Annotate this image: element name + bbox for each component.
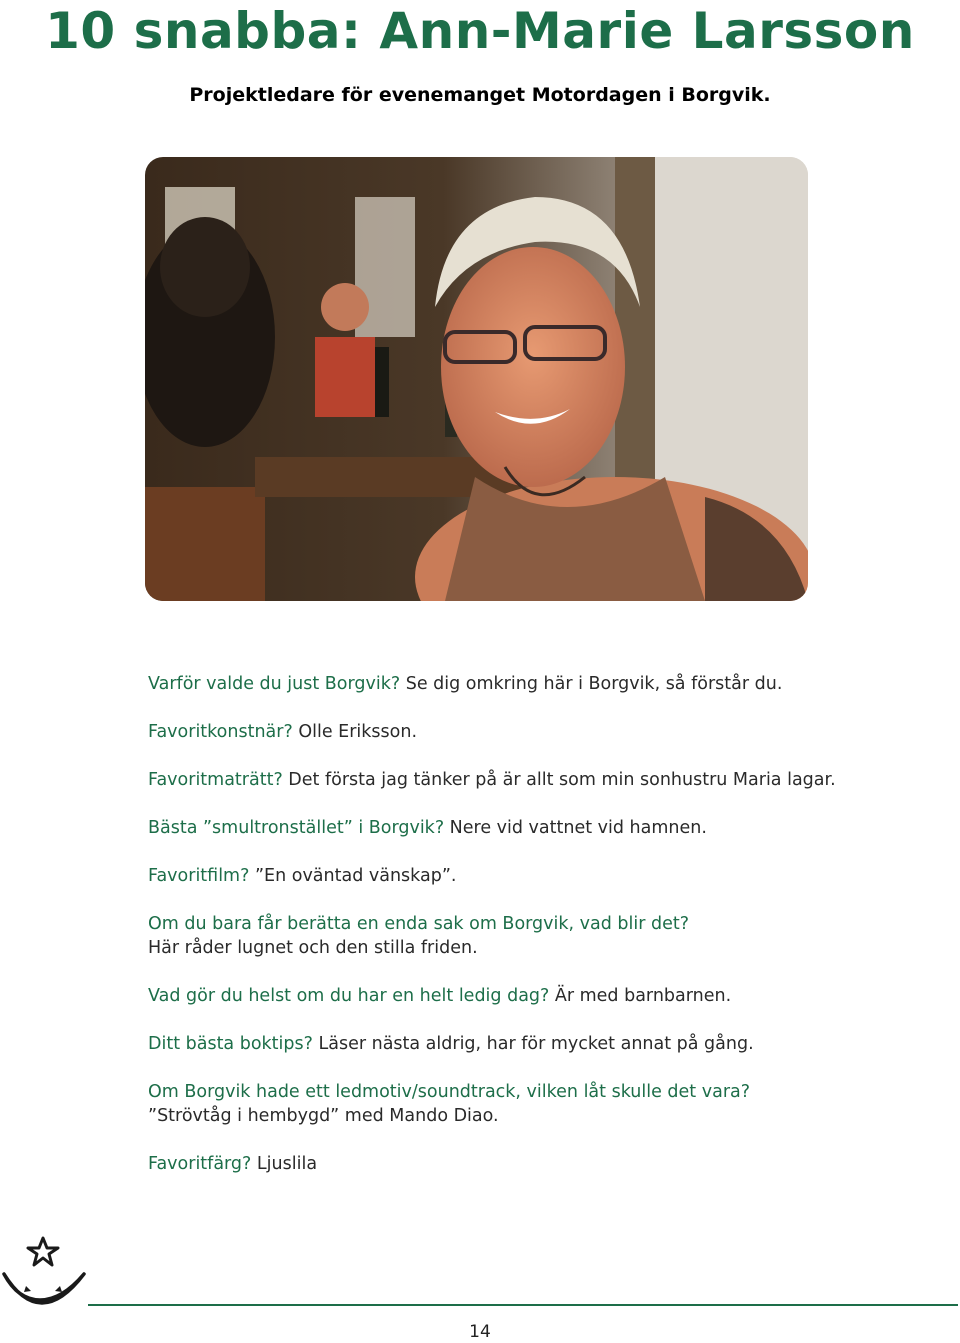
qa-item: [148, 1152, 908, 1176]
answer: Det första jag tänker på är allt som min sonhustru Maria lagar.: [282, 770, 836, 790]
qa-item: [148, 984, 908, 1008]
qa-item: [148, 816, 908, 840]
question: Om du bara får berätta en enda sak om Borgvik, vad blir det?: [148, 914, 689, 934]
question: Favoritfilm?: [148, 866, 250, 886]
portrait-photo: [145, 157, 808, 601]
answer: Se dig omkring här i Borgvik, så förstår du.: [400, 674, 783, 694]
interview-list: [148, 672, 908, 1200]
qa-item: [148, 1032, 908, 1056]
answer: Läser nästa aldrig, har för mycket annat på gång.: [312, 1034, 754, 1054]
answer: Här råder lugnet och den stilla friden.: [148, 938, 478, 958]
qa-item: [148, 720, 908, 744]
answer: Är med barnbarnen.: [549, 986, 732, 1006]
subtitle: Projektledare för evenemanget Motordagen i Borgvik.: [189, 84, 771, 106]
answer: Nere vid vattnet vid hamnen.: [444, 818, 707, 838]
footer-divider: [88, 1304, 958, 1306]
question: Bästa ”smultronstället” i Borgvik?: [148, 818, 445, 838]
answer: ”Strövtåg i hembygd” med Mando Diao.: [148, 1106, 499, 1126]
answer: ”En oväntad vänskap”.: [249, 866, 457, 886]
qa-item: [148, 864, 908, 888]
question: Ditt bästa boktips?: [148, 1034, 313, 1054]
question: Varför valde du just Borgvik?: [148, 674, 401, 694]
qa-item: [148, 768, 908, 792]
question: Favoritfärg?: [148, 1154, 252, 1174]
answer: Ljuslila: [251, 1154, 318, 1174]
answer: Olle Eriksson.: [292, 722, 418, 742]
question: Favoritkonstnär?: [148, 722, 293, 742]
question: Om Borgvik hade ett ledmotiv/soundtrack, vilken låt skulle det vara?: [148, 1082, 751, 1102]
question: Vad gör du helst om du har en helt ledig dag?: [148, 986, 550, 1006]
qa-item: [148, 672, 908, 696]
page-number: 14: [469, 1322, 491, 1342]
qa-item: [148, 912, 908, 960]
page-title: 10 snabba: Ann-Marie Larsson: [45, 2, 915, 60]
question: Favoritmaträtt?: [148, 770, 283, 790]
qa-item: [148, 1080, 908, 1128]
moon-star-logo-icon: [0, 1236, 90, 1316]
